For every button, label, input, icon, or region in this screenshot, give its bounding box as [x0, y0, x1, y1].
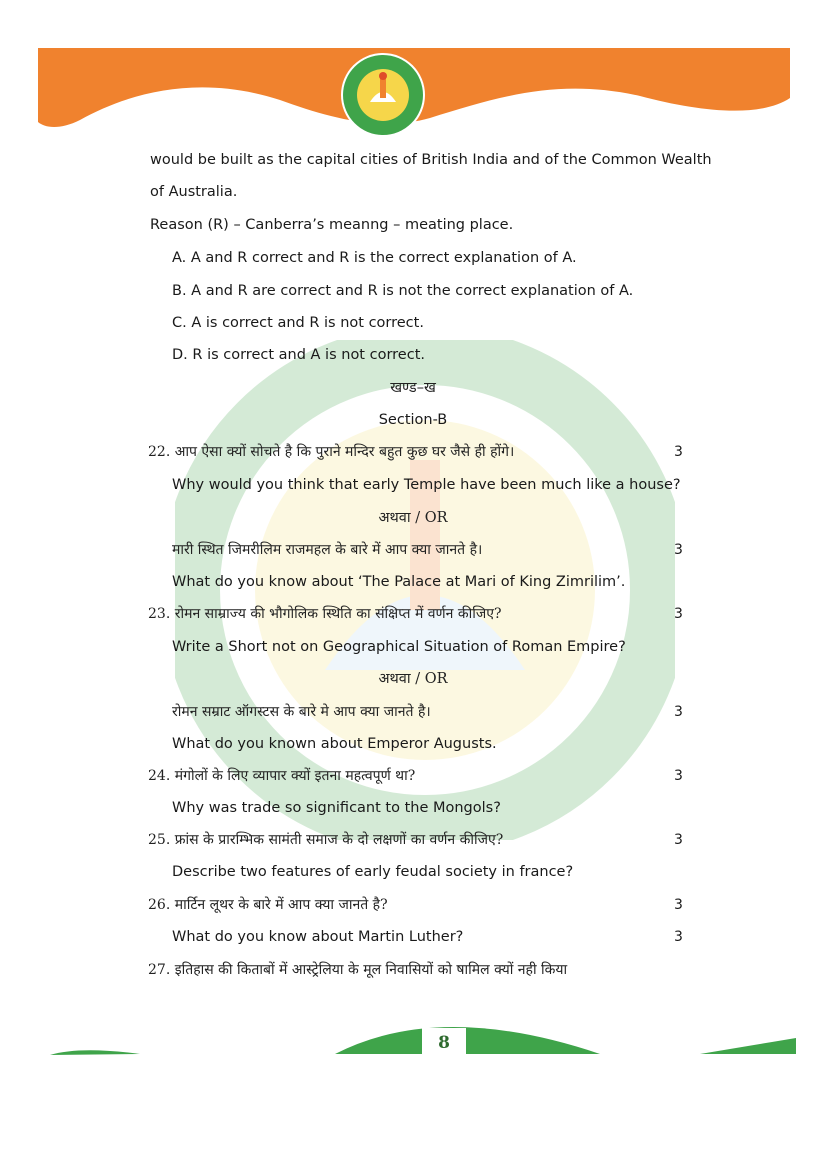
q26-english: What do you know about Martin Luther? [172, 929, 464, 945]
q23-marks: 3 [674, 606, 683, 622]
option-d: D. R is correct and A is not correct. [172, 347, 425, 363]
q23-alt-marks: 3 [674, 704, 683, 720]
q26-hindi: 26. मार्टिन लूथर के बारे में आप क्या जानते है? [148, 897, 388, 913]
q23-alt-hindi: रोमन सम्राट ऑगस्टस के बारे मे आप क्या जानते है। [172, 704, 431, 720]
q26-english-marks: 3 [674, 929, 683, 945]
intro-line-2: of Australia. [150, 184, 238, 200]
section-heading: Section-B [378, 412, 448, 428]
q22-hindi: 22. आप ऐसा क्यों सोचते है कि पुराने मन्दिर बहुत कुछ घर जैसे ही होंगे। [148, 444, 515, 460]
q24-hindi: 24. मंगोलों के लिए व्यापार क्यों इतना महत्वपूर्ण था? [148, 768, 416, 784]
q23-alt-english: What do you known about Emperor Augusts. [172, 736, 497, 752]
q27-hindi: 27. इतिहास की किताबों में आस्ट्रेलिया के मूल निवासियों को षामिल क्यों नही किया [148, 962, 568, 978]
intro-line-1: would be built as the capital cities of British India and of the Common Wealth [150, 152, 712, 168]
page-number: 8 [422, 1028, 466, 1058]
option-a: A. A and R correct and R is the correct explanation of A. [172, 250, 577, 266]
q25-marks: 3 [674, 832, 683, 848]
option-b: B. A and R are correct and R is not the correct explanation of A. [172, 283, 634, 299]
q23-or: अथवा / OR [378, 671, 448, 687]
q22-alt-marks: 3 [674, 542, 683, 558]
footer-band [0, 1010, 826, 1070]
section-heading-hindi: खण्ड–ख [390, 380, 436, 396]
q26-marks: 3 [674, 897, 683, 913]
q24-marks: 3 [674, 768, 683, 784]
reason-line: Reason (R) – Canberra’s meanng – meating place. [150, 217, 514, 233]
option-c: C. A is correct and R is not correct. [172, 315, 424, 331]
q22-alt-english: What do you know about ‘The Palace at Mari of King Zimrilim’. [172, 574, 626, 590]
q25-english: Describe two features of early feudal society in france? [172, 864, 574, 880]
q23-english: Write a Short not on Geographical Situation of Roman Empire? [172, 639, 626, 655]
board-logo [340, 52, 426, 138]
q22-english: Why would you think that early Temple have been much like a house? [172, 477, 681, 493]
q24-english: Why was trade so significant to the Mongols? [172, 800, 501, 816]
q23-hindi: 23. रोमन साम्राज्य की भौगोलिक स्थिति का संक्षिप्त में वर्णन कीजिए? [148, 606, 502, 622]
q22-alt-hindi: मारी स्थित जिमरीलिम राजमहल के बारे में आप क्या जानते है। [172, 542, 483, 558]
q22-or: अथवा / OR [378, 510, 448, 526]
q22-marks: 3 [674, 444, 683, 460]
q25-hindi: 25. फ्रांस के प्रारम्भिक सामंती समाज के दो लक्षणों का वर्णन कीजिए? [148, 832, 504, 848]
